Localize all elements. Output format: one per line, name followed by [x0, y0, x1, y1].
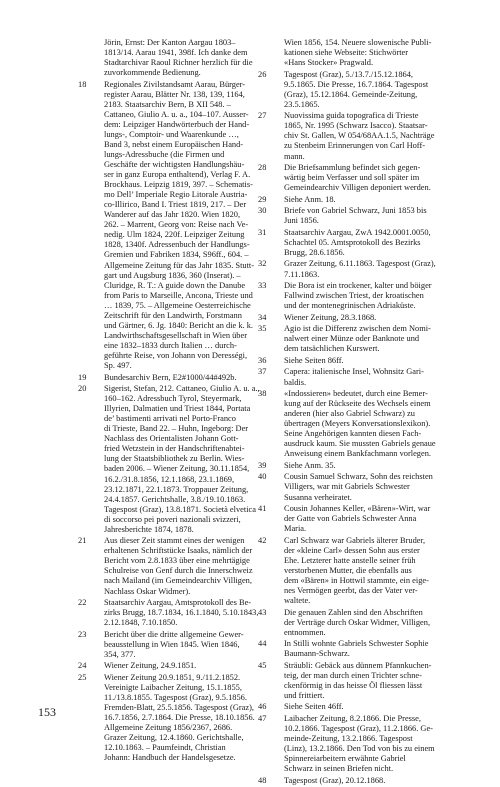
footnote-text: Bericht über die dritte allgemeine Gewer- beausstellung in Wien 1845. Wien 1846, 354, 377. — [104, 629, 244, 659]
footnote-text: Regionales Zivilstandsamt Aarau, Bürger- register Aarau, Blätter Nr. 138, 139, 1164, 2183. Staatsarchiv Bern, B XII 548. – Cattaneo, Giulio A. u. a., 104–107. Ausser- dem: Leipziger Handwörterbuch der Hand- lungs-, Comptoir- und Waarenkunde …, Band 3, nebst einem Europäischen Hand- lungs-Adressbuche (die Firmen und Geschäfte der wichtigsten Handlungshäu- ser in ganz Europa enthaltend), Verlag F. A. Brockhaus. Leipzig 1819, 397. – Schematis- mo Dell’ Imperiale Regio Litorale Austria- co-Illirico, Band I. Triest 1819, 217. – Der Wanderer auf das Jahr 1820. Wien 1820, 262. – Marrent, Georg von: Reise nach Ve- nedig. Ulm 1824, 220f. Leipziger Zeitung 1828, 1340f. Adressenbuch der Handlungs- Gremien und Fabriken 1834, S96ff., 604. – Allgemeine Zeitung für das Jahr 1835. Stutt- gart und Augsburg 1836, 360 (Inserat). – Cluridge, R. T.: A guide down the Danube from Paris to Marseille, Ancona, Trieste und … 1839, 75. – Allgemeine Oesterreichische Zeitschrift für den Landwirth, Forstmann und Gärtner, 6. Jg. 1840: Bericht an die k. k. Landwirthschaftsgesellschaft in Wien über eine 1832–1833 durch Italien … durch- geführte Reise, von Johann von Derességi, Sp. 497. — [104, 79, 255, 370]
footnote-number: 36 — [258, 355, 267, 365]
footnote-number: 43 — [258, 607, 267, 617]
footnote-text: Cousin Johannes Keller, «Bären»-Wirt, war der Gatte von Gabriels Schwester Anna Maria. — [284, 504, 431, 534]
footnote-number: 26 — [258, 69, 267, 79]
footnote — [78, 536, 274, 596]
footnote-number: 20 — [78, 384, 87, 394]
footnote-text: Siehe Anm. 18. — [284, 194, 336, 204]
footnote-text: Staatsarchiv Aargau, ZwA 1942.0001.0050, Schachtel 05. Amtsprotokoll des Bezirks Brugg, 28.6.1856. — [284, 227, 431, 257]
footnote-number — [258, 38, 284, 68]
footnote-number: 44 — [258, 639, 267, 649]
footnote-text: Jörin, Ernst: Der Kanton Aargau 1803– 1813/14. Aarau 1941, 398f. Ich danke dem Stadtarchivar Raoul Richner herzlich für die zuvorkommende Bedienung. — [104, 38, 253, 78]
footnote-text: Cousin Samuel Schwarz, Sohn des reichsten Villigers, war mit Gabriels Schwester Susanna verheiratet. — [284, 472, 433, 502]
footnote — [258, 259, 462, 279]
footnote — [78, 598, 274, 628]
footnote-number: 31 — [258, 227, 267, 237]
footnote-text: Wiener Zeitung, 24.9.1851. — [104, 661, 197, 671]
footnote-text: Tagespost (Graz), 20.12.1868. — [284, 775, 386, 785]
footnote — [258, 206, 462, 226]
footnote-number — [78, 38, 104, 78]
footnote — [78, 673, 274, 763]
footnote-number: 21 — [78, 536, 87, 546]
footnote-number: 41 — [258, 504, 267, 514]
footnote-text: In Stilli wohnte Gabriels Schwester Sophie Baumann-Schwarz. — [284, 639, 429, 659]
footnote-number: 28 — [258, 163, 267, 173]
footnote-text: Sigerist, Stefan, 212. Cattaneo, Giulio A. u. a., 160–162. Adressbuch Tyrol, Steyermark, Illyrien, Dalmatien und Triest 1844, Portata de’ bastimenti arrivati nel Porto-Franco di Trieste, Band 22. – Huhn, Ingeborg: Der Nachlass des Orientalisten Johann Gott- fried Wetzstein in der Handschriftenabtei- lung der Staatsbibliothek zu Berlin. Wies- baden 2006. – Wiener Zeitung, 30.11.1854, 16.2./31.8.1856, 12.1.1868, 23.1.1869, 23.12.1871, 22.1.1873. Troppauer Zeitung, 24.4.1857. Gerichtshalle, 3.8./19.10.1863. Tagespost (Graz), 13.8.1871. Società elvetica di soccorso pei poveri nazionali svizzeri, Jahresberichte 1874, 1878. — [104, 384, 260, 534]
footnote-text: Die genauen Zahlen sind den Abschriften der Verträge durch Oskar Widmer, Villigen, entnommen. — [284, 607, 431, 637]
footnote — [258, 111, 462, 161]
footnote — [258, 472, 462, 502]
footnote-number: 38 — [258, 389, 267, 399]
footnote — [258, 461, 462, 471]
footnote — [78, 38, 274, 78]
footnote-text: Aus dieser Zeit stammt eines der wenigen erhaltenen Schriftstücke Isaaks, nämlich der Bericht vom 2.8.1833 über eine mehrtägige Schulreise von Genf durch die Innerschweiz nach Mailand (im Gemeindearchiv Villigen, Nachlass Oskar Widmer). — [104, 536, 253, 596]
footnote-number: 24 — [78, 661, 87, 671]
footnote-text: Agio ist die Differenz zwischen dem Nomi- nalwert einer Münze oder Banknote und dem tatsächlichen Kurswert. — [284, 324, 431, 354]
footnote-number: 37 — [258, 367, 267, 377]
footnote-text: Bundesarchiv Bern, E2#1000/44#492b. — [104, 372, 237, 382]
footnote — [258, 661, 462, 701]
footnote-text: Sträubli: Gebäck aus dünnem Pfannkuchen- teig, der man durch einen Trichter schne- ckenförmig in das heisse Öl fliessen lässt und frittiert. — [284, 660, 432, 700]
footnote-number: 35 — [258, 324, 267, 334]
footnote-number: 39 — [258, 460, 267, 470]
footnote-text: Wiener Zeitung, 28.3.1868. — [284, 312, 377, 322]
footnote-text: Laibacher Zeitung, 8.2.1866. Die Presse, 10.2.1866. Tagespost (Graz), 11.2.1866. Ge- meinde-Zeitung, 13.2.1866. Tagespost (Linz), 13.2.1866. Den Tod von bis zu einem Spinnereiarbeitern erwähnte Gabriel Schwarz in seinen Briefen nicht. — [284, 714, 435, 774]
footnote-number: 40 — [258, 472, 267, 482]
footnote-number: 30 — [258, 206, 267, 216]
footnote — [258, 356, 462, 366]
footnote-text: Siehe Seiten 86ff. — [284, 355, 344, 365]
footnote-number: 23 — [78, 629, 87, 639]
footnote-number: 29 — [258, 194, 267, 204]
footnote-number: 33 — [258, 281, 267, 291]
footnotes-left-column — [78, 38, 274, 765]
footnote-text: Wiener Zeitung 20.9.1851, 9./11.2.1852. Vereinigte Laibacher Zeitung, 15.1.1855, 11./13.8.1855. Tagespost (Graz), 9.5.1856. Fremden-Blatt, 25.5.1856. Tagespost (Graz), 16.7.1856, 2.7.1864. Die Presse, 18.10.1856. Allgemeine Zeitung 1856/2367, 2686. Grazer Zeitung, 12.4.1860. Gerichtshalle, 12.10.1863. – Paumfeindt, Christian Johann: Handbuch der Handelsgesetze. — [104, 672, 255, 763]
footnote — [258, 228, 462, 258]
footnote-text: Die Bora ist ein trockener, kalter und böiger Fallwind zwischen Triest, der kroatischen und der montenegrinischen Adriaküste. — [284, 281, 432, 311]
footnote-text: Wien 1856, 154. Neuere slowenische Publi- kationen siehe Webseite: Stichwörter «Hans Stocker» Pragwald. — [284, 38, 432, 68]
footnote — [258, 163, 462, 193]
footnote — [258, 536, 462, 606]
footnote — [258, 504, 462, 534]
footnotes-right-column — [258, 38, 462, 787]
footnote-text: Tagespost (Graz), 5./13.7./15.12.1864, 9.5.1865. Die Presse, 16.7.1864. Tagespost (Graz), 15.12.1864. Gemeinde-Zeitung, 23.5.1865. — [284, 69, 429, 109]
footnote — [78, 661, 274, 671]
footnote-number: 22 — [78, 598, 87, 608]
footnote-text: Grazer Zeitung, 6.11.1863. Tagespost (Graz), 7.11.1863. — [284, 259, 436, 279]
footnote-text: Carl Schwarz war Gabriels älterer Bruder, der «kleine Carl» dessen Sohn aus erster Ehe. Letzterer hatte anstelle seiner früh verstorbenen Mutter, die ebenfalls aus dem «Bären» in Hottwil stammte, ein eige- nes Vermögen geerbt, das der Vater ver- waltete. — [284, 535, 429, 605]
footnote — [258, 313, 462, 323]
footnote-number: 27 — [258, 111, 267, 121]
footnote-text: Staatsarchiv Aargau, Amtsprotokoll des Be- zirks Brugg, 18.7.1834, 16.1.1840, 5.10.1843, 2.12.1848, 7.10.1850. — [104, 598, 259, 628]
footnote — [258, 608, 462, 638]
footnote-number: 19 — [78, 372, 87, 382]
footnote — [258, 324, 462, 354]
footnote — [78, 630, 274, 660]
footnote-number: 18 — [78, 79, 87, 89]
footnote-text: «Indossieren» bedeutet, durch eine Bemer- kung auf der Rückseite des Wechsels einem anderen (hier also Gabriel Schwarz) zu übertragen (Meyers Konversationslexikon). Seine Angehörigen kannten diesen Fach- ausdruck kaum. Sie mussten Gabriels genaue Anweisung einem Bankfachmann vorlegen. — [284, 389, 436, 459]
footnote — [258, 389, 462, 459]
footnote — [258, 38, 462, 68]
footnote — [258, 367, 462, 387]
footnote — [258, 281, 462, 311]
footnote-text: Briefe von Gabriel Schwarz, Juni 1853 bis Juni 1856. — [284, 206, 427, 226]
footnote — [258, 714, 462, 774]
footnote — [258, 639, 462, 659]
footnote-text: Siehe Seiten 46ff. — [284, 702, 344, 712]
footnote — [258, 702, 462, 712]
footnote-text: Capera: italienische Insel, Wohnsitz Gari- baldis. — [284, 367, 424, 387]
footnote — [258, 70, 462, 110]
footnote-number: 42 — [258, 535, 267, 545]
footnote — [78, 384, 274, 535]
footnote — [78, 373, 274, 383]
footnote-number: 25 — [78, 672, 87, 682]
footnote-text: Nuovissima guida topografica di Trieste 1865, Nr. 1995 (Schwarz Isacco). Staatsar- chiv St. Gallen, W 054/68AA.1.5, Nachträge zu Stenbeim Erinnerungen von Carl Hoff- mann. — [284, 111, 435, 161]
footnote-number: 45 — [258, 660, 267, 670]
footnote-number: 34 — [258, 312, 267, 322]
footnote-text: Siehe Anm. 35. — [284, 460, 336, 470]
footnote-number: 48 — [258, 775, 267, 785]
footnote — [258, 195, 462, 205]
footnote-number: 47 — [258, 714, 267, 723]
page-number: 153 — [38, 705, 56, 719]
footnote — [258, 776, 462, 786]
footnote-number: 32 — [258, 259, 267, 269]
footnote-number: 46 — [258, 702, 267, 712]
footnote-text: Die Briefsammlung befindet sich gegen- wärtig beim Verfasser und soll später im Gemeindearchiv Villigen deponiert werden. — [284, 163, 431, 193]
footnote — [78, 80, 274, 371]
